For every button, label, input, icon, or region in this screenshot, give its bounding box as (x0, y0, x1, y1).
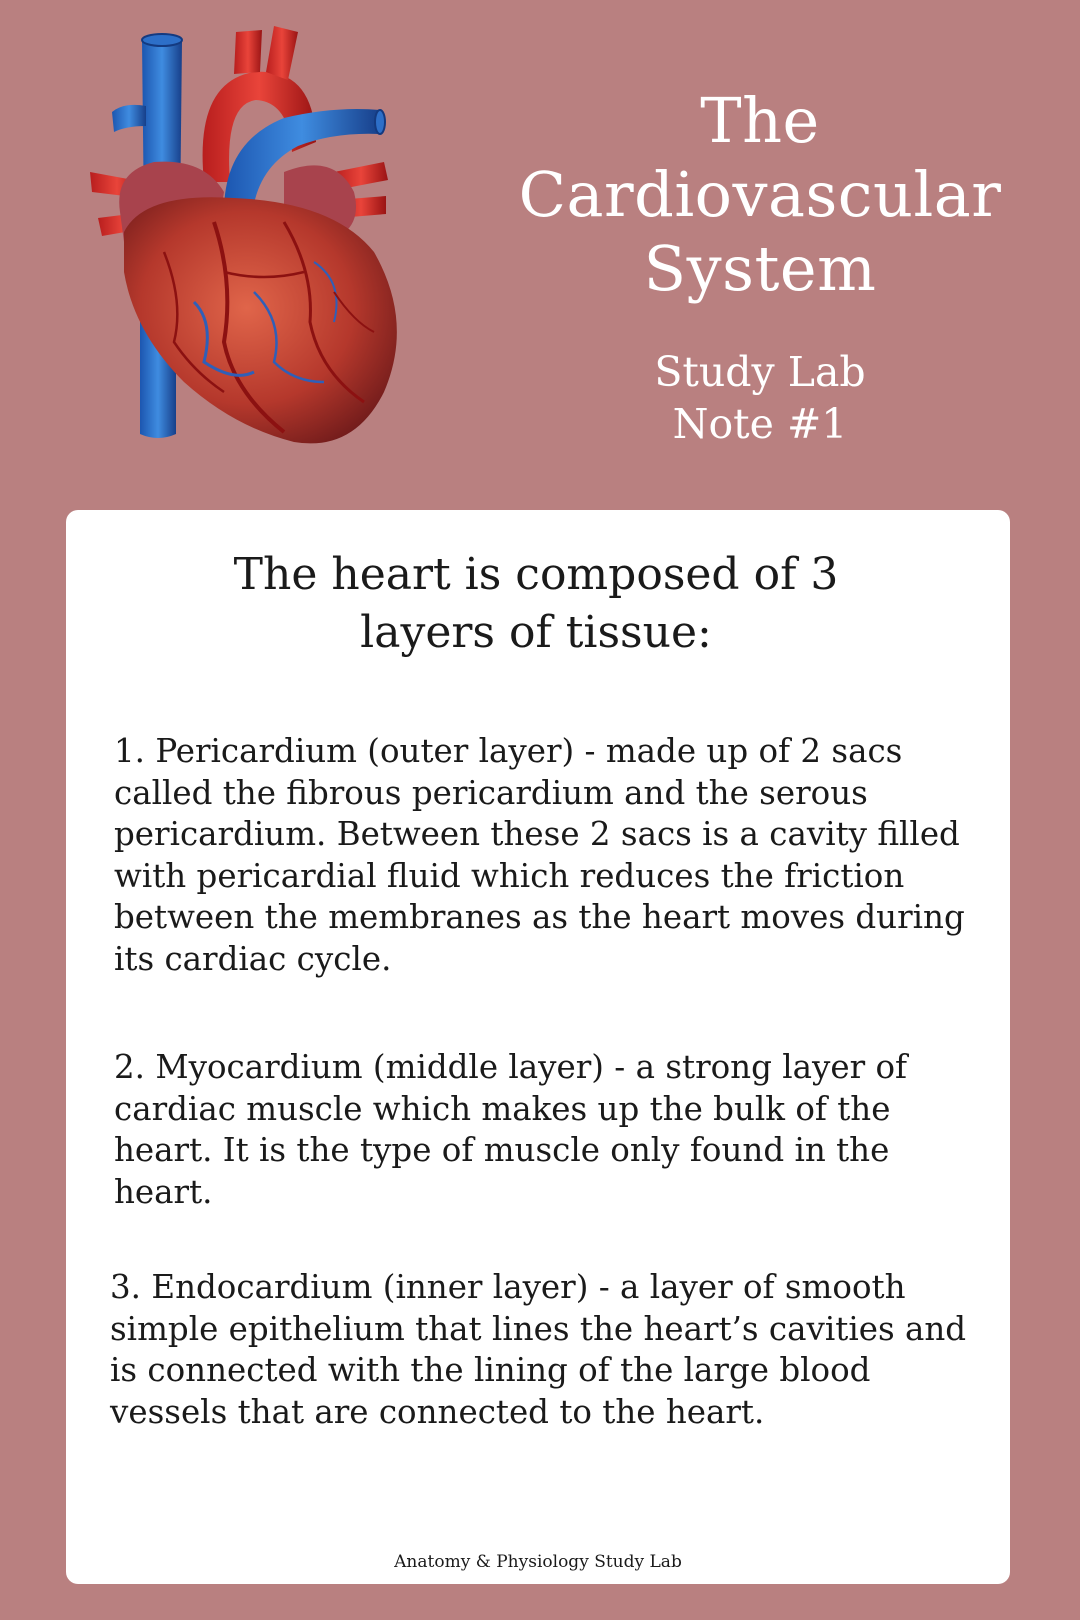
page-title (470, 84, 1050, 306)
subtitle-line-1: Study Lab (654, 348, 866, 396)
layer-myocardium (114, 1047, 974, 1213)
card-heading-line-2: layers of tissue: (360, 607, 712, 658)
layer-endocardium (110, 1267, 970, 1433)
footer-credit: Anatomy & Physiology Study Lab (394, 1552, 682, 1572)
card-heading-line-1: The heart is composed of 3 (233, 549, 839, 600)
paragraph-line: simple epithelium that lines the heart’s cavities and (110, 1309, 967, 1348)
paragraph-line: cardiac muscle which makes up the bulk of the (114, 1089, 891, 1128)
paragraph-line: 2. Myocardium (middle layer) - a strong layer of (114, 1048, 908, 1086)
layer-pericardium (114, 731, 974, 980)
paragraph-line: heart. It is the type of muscle only found in the (114, 1131, 890, 1169)
paragraph-line: vessels that are connected to the heart. (110, 1392, 765, 1431)
paragraph-line: with pericardial fluid which reduces the friction (114, 856, 905, 895)
paragraph-line: pericardium. Between these 2 sacs is a cavity filled (114, 815, 960, 853)
page-title-line-2: System (643, 232, 877, 305)
header (470, 84, 1050, 450)
subtitle-line-2: Note #1 (672, 400, 848, 448)
paragraph-line: is connected with the lining of the large blood (110, 1351, 871, 1389)
subtitle (470, 346, 1050, 450)
heart-illustration-icon (84, 22, 424, 462)
page-title-line-1: The Cardiovascular (518, 84, 1002, 231)
paragraph-line: 1. Pericardium (outer layer) - made up of 2 sacs (114, 732, 903, 770)
paragraph-line: its cardiac cycle. (114, 939, 392, 978)
content-card (66, 510, 1010, 1584)
paragraph-line: 3. Endocardium (inner layer) - a layer of smooth (110, 1268, 906, 1306)
paragraph-line: called the fibrous pericardium and the serous (114, 773, 868, 812)
paragraph-line: between the membranes as the heart moves during (114, 898, 965, 936)
paragraph-line: heart. (114, 1172, 213, 1211)
card-heading (216, 546, 856, 662)
